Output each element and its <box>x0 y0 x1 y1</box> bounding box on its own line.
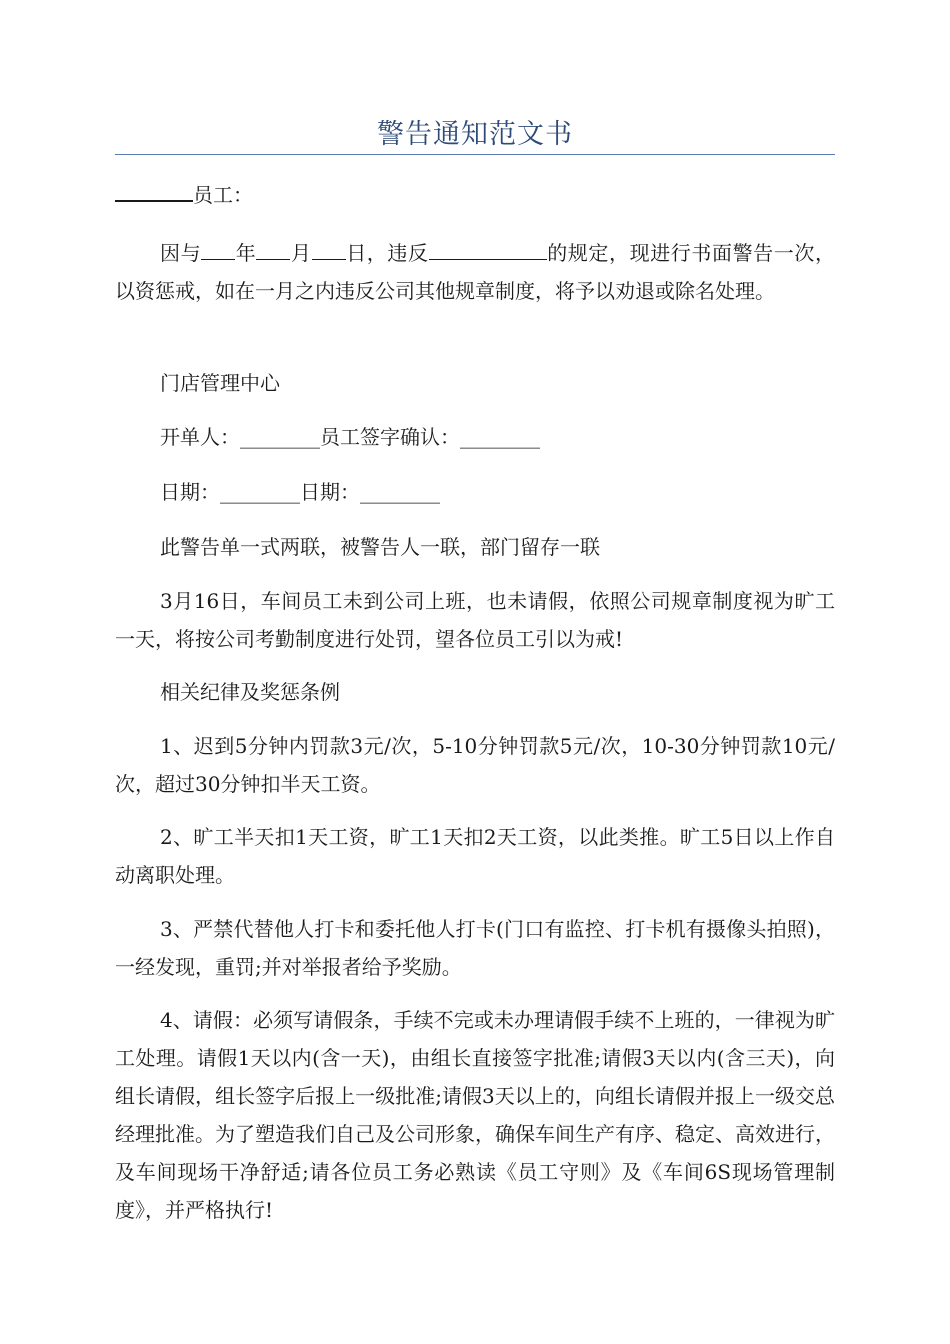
employee-signature-label: 员工签字确认： <box>320 425 460 449</box>
title-underline <box>115 154 835 155</box>
issuer-blank: ________ <box>240 425 320 449</box>
regulation-blank <box>429 237 547 260</box>
issuer-label: 开单人： <box>160 425 240 449</box>
notice-text-b: 的规定，现进行书面警告一次，以资惩戒，如在一月之内违反公司其他规章制度，将予以劝退或除名处理。 <box>115 241 836 303</box>
issuer-department: 门店管理中心 <box>160 371 280 395</box>
year-blank <box>201 237 235 260</box>
date-label-2: 日期： <box>300 480 360 504</box>
rules-heading: 相关纪律及奖惩条例 <box>160 680 340 704</box>
salutation-suffix: 员工： <box>193 183 253 207</box>
incident-paragraph: 3月16日，车间员工未到公司上班，也未请假，依照公司规章制度视为旷工一天，将按公司考勤制度进行处罚，望各位员工引以为戒! <box>115 589 835 651</box>
rule-item: 3、严禁代替他人打卡和委托他人打卡(门口有监控、打卡机有摄像头拍照)，一经发现，重罚;并对举报者给予奖励。 <box>115 917 835 979</box>
date-blank-2: ________ <box>360 480 440 504</box>
notice-text-a: 因与 <box>160 241 202 265</box>
salutation <box>115 176 835 214</box>
date-label-1: 日期： <box>160 480 220 504</box>
employee-name-blank <box>115 178 193 202</box>
rule-item: 4、请假：必须写请假条，手续不完或未办理请假手续不上班的，一律视为旷工处理。请假1天以内(含一天)，由组长直接签字批准;请假3天以内(含三天)，向组长请假，组长签字后报上一级批准;请假3天以上的，向组长请假并报上一级交总经理批准。为了塑造我们自己及公司形象，确保车间生产有序、稳定、高效进行，及车间现场干净舒适;请各位员工务必熟读《员工守则》及《车间6S现场管理制度》，并严格执行! <box>115 1008 835 1222</box>
employee-signature-blank: ________ <box>460 425 540 449</box>
day-blank <box>312 237 346 260</box>
copies-note: 此警告单一式两联，被警告人一联，部门留存一联 <box>160 535 600 559</box>
notice-year-label: 年 <box>235 241 257 265</box>
notice-paragraph <box>115 234 835 310</box>
signature-line <box>115 418 835 456</box>
rule-item: 1、迟到5分钟内罚款3元/次，5-10分钟罚款5元/次，10-30分钟罚款10元/次，超过30分钟扣半天工资。 <box>115 734 835 796</box>
notice-month-label: 月 <box>290 241 312 265</box>
notice-day-label: 日，违反 <box>345 241 429 265</box>
date-line <box>115 473 835 511</box>
month-blank <box>256 237 290 260</box>
date-blank-1: ________ <box>220 480 300 504</box>
rule-item: 2、旷工半天扣1天工资，旷工1天扣2天工资，以此类推。旷工5日以上作自动离职处理。 <box>115 825 835 887</box>
document-title: 警告通知范文书 <box>377 119 573 150</box>
